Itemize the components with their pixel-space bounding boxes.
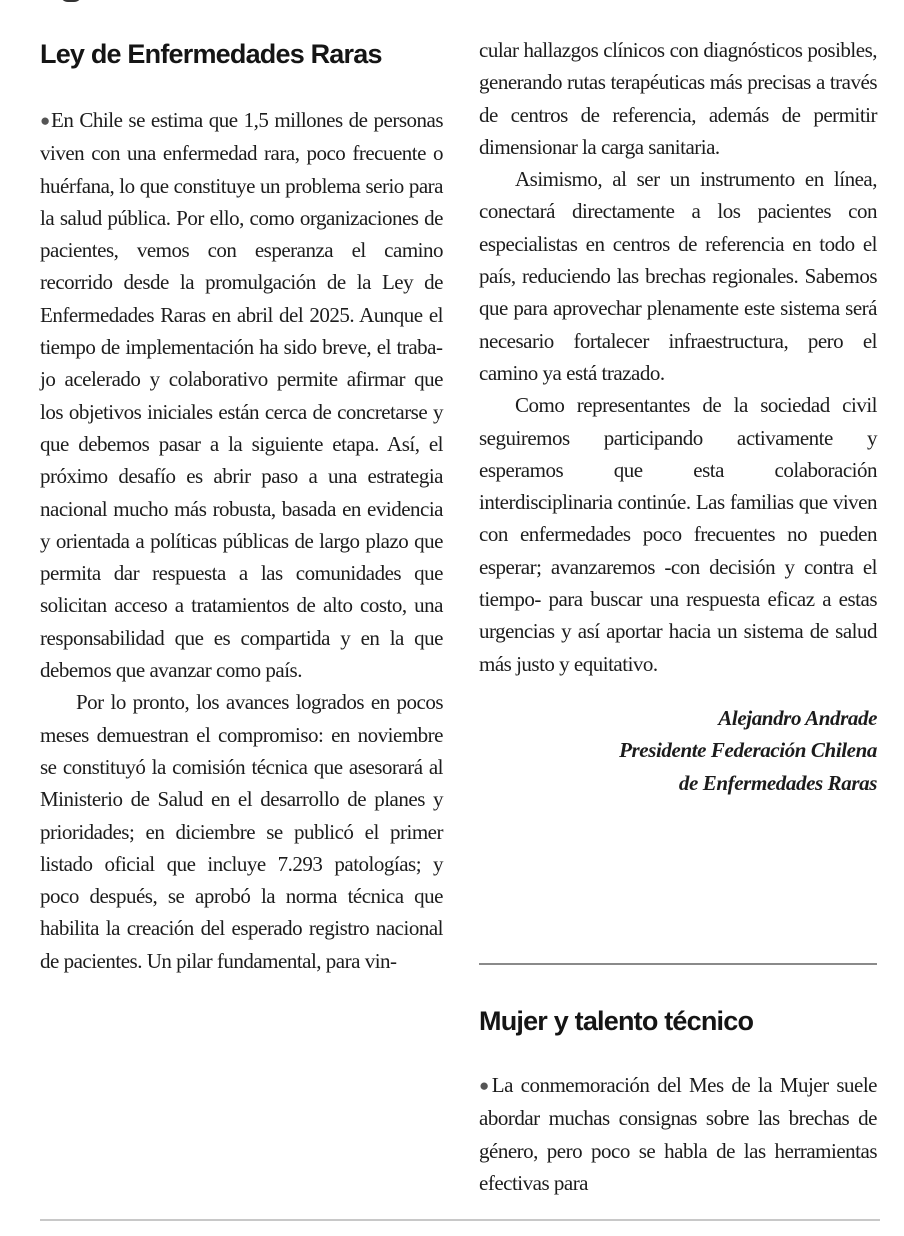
article-paragraph-2-start: Por lo pronto, los avances logrados en pocos meses demuestran el compromiso: en noviembre se constituyó la comisión técnica que asesorará al Ministerio de Salud en el desarrollo de planes y prioridades; en diciembre se publicó el primer listado oficial que incluye 7.293 patologías; y poco después, se aprobó la norma técnica que habilita la creación del esperado registro nacional de pacientes. Un pilar fundamental, para vin- [40, 690, 443, 973]
bullet-icon: ● [40, 111, 52, 130]
left-column [40, 34, 443, 977]
author-role-line-2: de Enfermedades Raras [678, 770, 877, 795]
right-column [479, 34, 877, 799]
top-edge-mark [60, 0, 82, 2]
article-title: Ley de Enfermedades Raras [40, 39, 382, 69]
second-article [479, 1001, 877, 1199]
second-article-title: Mujer y talento técnico [479, 1006, 754, 1036]
paragraph-text: En Chile se estima que 1,5 millones de personas viven con una enfermedad rara, poco frecuente o huérfana, lo que constituye un problema serio para la salud pública. Por ello, como organizaciones de pacientes, vemos con esperanza el camino recorrido desde la promulgación de la Ley de Enfermedades Raras en abril del 2025. Aunque el tiempo de implementación ha sido breve, el trabajo acelerado y colaborativo permite afirmar que los objetivos iniciales están cerca de concretarse y que debemos pasar a la siguiente etapa. Así, el próximo desafío es abrir paso a una estrategia nacional mucho más robusta, basada en evidencia y orientada a políticas públicas de largo plazo que permita dar respuesta a las comunidades que solicitan acceso a tratamientos de alto costo, una responsabilidad que es compartida y en la que debemos que avanzar como país. [40, 108, 443, 683]
article-paragraph-4: Como representantes de la sociedad civil seguiremos participando activamente y esperamos que esta colaboración interdisciplinaria continúe. Las familias que viven con enfermedades poco frecuentes no pueden esperar; avanzaremos -con decisión y contra el tiempo- para buscar una respuesta eficaz a estas urgencias y así aportar hacia un sistema de salud más justo y equitativo. [479, 393, 877, 676]
article-paragraph-3: Asimismo, al ser un instrumento en línea, conectará directamente a los pacientes con especialistas en centros de referencia en todo el país, reduciendo las brechas regionales. Sabemos que para aprovechar plenamente este sistema será necesario fortalecer infraestructura, pero el camino ya está trazado. [479, 167, 877, 385]
paragraph-text: La conmemoración del Mes de la Mujer suele abordar muchas consignas sobre las brechas de género, pero poco se habla de las herramientas efectivas para [479, 1073, 877, 1195]
article-body-left [40, 104, 443, 977]
second-article-paragraph [479, 1069, 877, 1199]
second-article-body [479, 1069, 877, 1199]
bottom-rule [40, 1219, 880, 1221]
article-paragraph-1 [40, 104, 443, 686]
bullet-icon: ● [479, 1076, 492, 1095]
author-signature [479, 702, 877, 800]
article-body-right [479, 34, 877, 680]
author-role-line-1: Presidente Federación Chilena [619, 738, 877, 763]
article-paragraph-2-end: cular hallazgos clínicos con diagnósticos posibles, generando rutas terapéuticas más precisas a través de centros de referencia, además de permitir dimensionar la carga sanitaria. [479, 38, 877, 159]
section-divider [479, 963, 877, 965]
author-name: Alejandro Andrade [718, 705, 877, 730]
